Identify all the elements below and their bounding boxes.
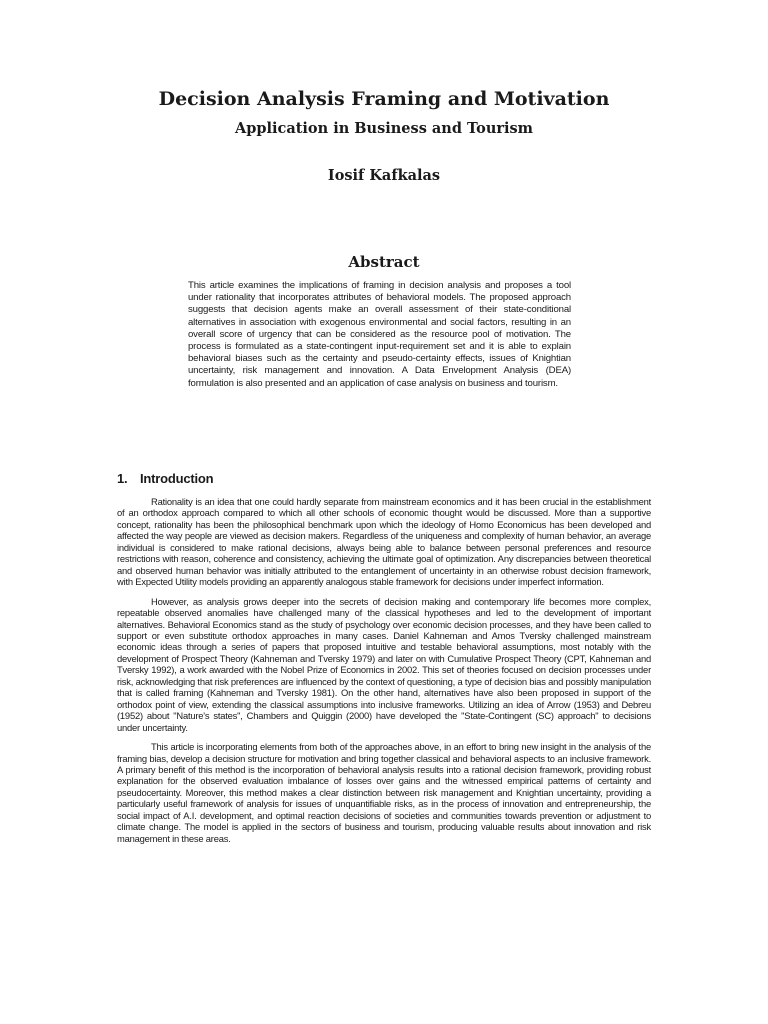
section-title: Introduction (140, 471, 214, 486)
body-paragraph: However, as analysis grows deeper into the secrets of decision making and contemporary life becomes more complex, repeatable observed anomalies have challenged many of the classical hypotheses and led to the development of important alternatives. Behavioral Economics stand as the study of psychology over economic decision processes, and they have been called to support or even substitute orthodox approaches in many cases. Daniel Kahneman and Amos Tversky challenged mainstream economic ideas through a series of papers that proposed intuitive and testable behavioral assumptions, most notably with the development of Prospect Theory (Kahneman and Tversky 1979) and later on with Cumulative Prospect Theory (CPT, Kahneman and Tversky 1992), a work awarded with the Nobel Prize of Economics in 2002. This set of theories focused on decision processes under risk, acknowledging that risk preferences are influenced by the context of questioning, a type of decision bias and possibly manipulation that is called framing (Kahneman and Tversky 1981). On the other hand, alternatives have also been proposed in support of the orthodox point of view, extending the classical assumptions into inclusive frameworks. Utilizing an idea of Arrow (1953) and Debreu (1952) about "Nature's states", Chambers and Quiggin (2000) have developed the "State-Contingent (SC) approach" to decisions under uncertainty. (117, 595, 651, 733)
abstract-heading: Abstract (348, 253, 420, 271)
section-number: 1. (117, 471, 128, 486)
author-name: Iosif Kafkalas (327, 167, 441, 184)
introduction-body (117, 496, 651, 852)
abstract-text: This article examines the implications of framing in decision analysis and proposes a tool under rationality that incorporates attributes of behavioral models. The proposed approach suggests that decision agents make an overall assessment of their state-conditional alternatives in association with exogenous environmental and social factors, resulting in an overall score of urgency that can be considered as the resource pool of motivation. The process is formulated as a state-contingent input-requirement set and it is able to explain behavioral biases such as the certainty and pseudo-certainty effects, issues of Knightian uncertainty, risk management and innovation. A Data Envelopment Analysis (DEA) formulation is also presented and an application of case analysis on business and tourism. (188, 280, 571, 389)
body-paragraph: Rationality is an idea that one could hardly separate from mainstream economics and it has been crucial in the establishment of an orthodox approach compared to which all other schools of economic thought would be discussed. More than a supportive concept, rationality has been the philosophical benchmark upon which the ideology of Homo Economicus has been developed and affected the way people are viewed as decision makers. Regardless of the uniqueness and complexity of human behavior, an average individual is considered to make rational decisions, always being able to balance between personal preferences and resource restrictions with reason, coherence and consistency, achieving the ultimate goal of optimization. Any discrepancies between theoretical and observed human behavior was initially attributed to the entanglement of uncertainty in an otherwise robust decision framework, with Expected Utility models providing an apparently analogous stable framework for decisions under imperfect information. (117, 496, 651, 588)
paper-subtitle: Application in Business and Tourism (234, 120, 534, 137)
section-heading-introduction (117, 471, 213, 486)
body-paragraph: This article is incorporating elements from both of the approaches above, in an effort to bring new insight in the analysis of the framing bias, develop a decision structure for motivation and bring together classical and behavioral aspects to an inclusive framework. A primary benefit of this method is the incorporation of behavioral analysis results into a rational decision framework, providing robust explanation for the observed evaluation imbalance of losses over gains and the witnessed empirical patterns of certainty and pseudocertainty. Moreover, this method makes a clear distinction between risk management and Knightian uncertainty, providing a particularly useful framework of analysis for issues of unquantifiable risks, as in the process of innovation and entrepreneurship, the social impact of A.I. development, and optimal reaction decisions of societies and communities towards prevention or adjustment to climate change. The model is applied in the sectors of business and tourism, producing valuable results about innovation and risk management in these areas. (117, 741, 651, 844)
paper-title: Decision Analysis Framing and Motivation (158, 88, 610, 110)
